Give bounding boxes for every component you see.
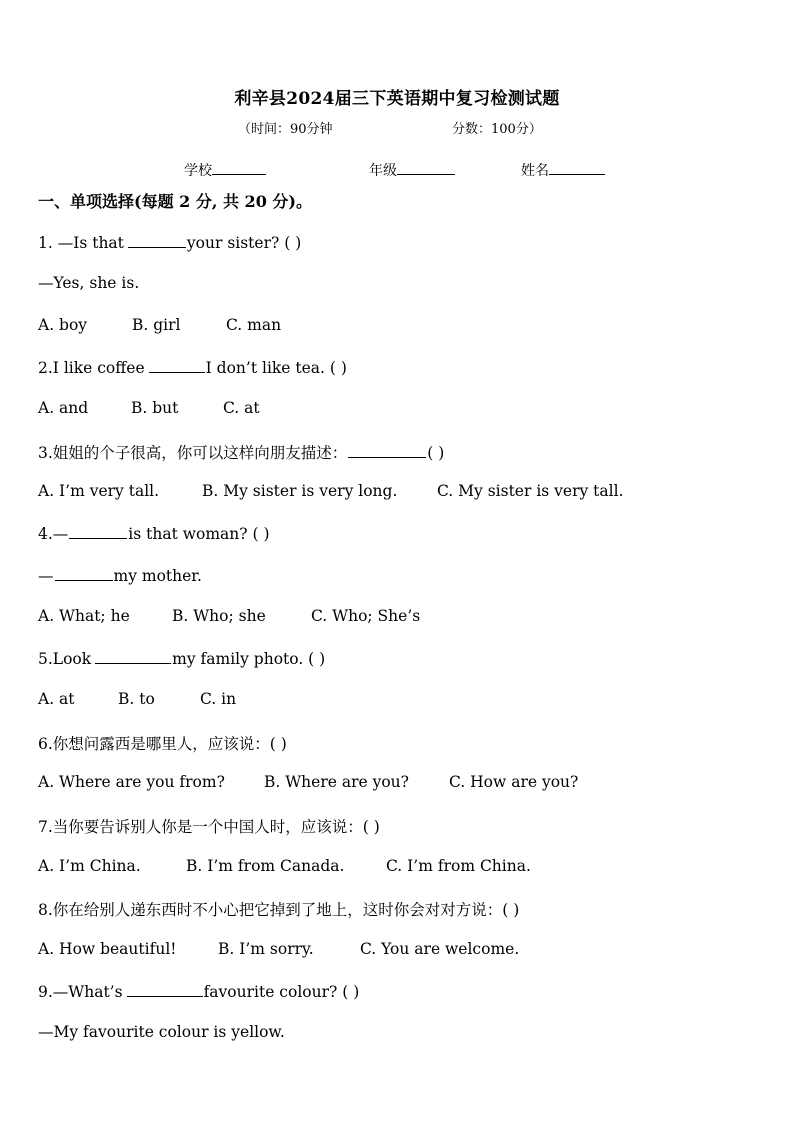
- option-a[interactable]: A. Where are you from?: [38, 773, 225, 791]
- name-blank[interactable]: [549, 159, 605, 175]
- question-1-reply: —Yes, she is.: [38, 274, 140, 292]
- question-5: [38, 649, 325, 668]
- question-4-blank[interactable]: [69, 524, 127, 539]
- question-9-prefix: 9.—What’s: [38, 983, 123, 1001]
- question-1-blank[interactable]: [128, 233, 186, 248]
- question-2: [38, 358, 347, 377]
- question-1-options: [38, 316, 281, 334]
- option-c[interactable]: C. in: [200, 690, 237, 708]
- question-5-options: [38, 690, 236, 708]
- question-1-suffix: your sister? ( ): [186, 234, 302, 252]
- option-b[interactable]: B. girl: [132, 316, 181, 334]
- grade-blank[interactable]: [397, 159, 455, 175]
- option-b[interactable]: B. Where are you?: [264, 773, 409, 791]
- option-b[interactable]: B. Who; she: [172, 607, 266, 625]
- time-label: （时间：90分钟: [238, 122, 333, 137]
- question-9-suffix: favourite colour? ( ): [203, 983, 360, 1001]
- question-3-options: [38, 482, 624, 500]
- question-2-prefix: 2.I like coffee: [38, 359, 145, 377]
- question-9-blank[interactable]: [127, 982, 203, 997]
- question-3-blank[interactable]: [348, 443, 426, 458]
- question-6-options: [38, 773, 578, 791]
- option-b[interactable]: B. I’m from Canada.: [186, 857, 345, 875]
- question-3-suffix: ( ): [427, 444, 445, 462]
- question-1: [38, 233, 301, 252]
- grade-field: [369, 159, 455, 180]
- question-5-suffix: my family photo. ( ): [172, 650, 326, 668]
- name-label: 姓名: [521, 163, 549, 179]
- question-4-reply-suffix: my mother.: [113, 567, 202, 585]
- question-2-options: [38, 399, 260, 417]
- school-blank[interactable]: [212, 159, 266, 175]
- question-4-prefix: 4.—: [38, 525, 69, 543]
- option-a[interactable]: A. and: [38, 399, 89, 417]
- option-b[interactable]: B. to: [118, 690, 155, 708]
- question-5-prefix: 5.Look: [38, 650, 92, 668]
- name-field: [521, 159, 605, 180]
- question-3: [38, 441, 444, 463]
- school-field: [184, 159, 266, 180]
- option-b[interactable]: B. I’m sorry.: [218, 940, 314, 958]
- question-9-reply: —My favourite colour is yellow.: [38, 1023, 285, 1041]
- school-label: 学校: [184, 163, 212, 179]
- question-2-suffix: I don’t like tea. ( ): [205, 359, 347, 377]
- question-7: 7.当你要告诉别人你是一个中国人时，应该说：( ): [38, 818, 380, 836]
- option-b[interactable]: B. My sister is very long.: [202, 482, 398, 500]
- exam-title: 利辛县2024届三下英语期中复习检测试题: [234, 89, 560, 109]
- option-c[interactable]: C. at: [223, 399, 260, 417]
- option-c[interactable]: C. I’m from China.: [386, 857, 531, 875]
- question-4-options: [38, 607, 420, 625]
- question-4-reply-prefix: —: [38, 567, 54, 585]
- question-6: 6.你想问露西是哪里人，应该说：( ): [38, 735, 287, 753]
- option-a[interactable]: A. How beautiful!: [38, 940, 177, 958]
- option-c[interactable]: C. You are welcome.: [360, 940, 520, 958]
- question-5-blank[interactable]: [95, 649, 171, 664]
- question-3-prefix: 3.姐姐的个子很高，你可以这样向朋友描述：: [38, 444, 348, 462]
- score-label: 分数：100分）: [452, 122, 542, 137]
- option-a[interactable]: A. What; he: [38, 607, 130, 625]
- question-8-options: [38, 940, 519, 958]
- question-7-options: [38, 857, 531, 875]
- option-c[interactable]: C. How are you?: [449, 773, 579, 791]
- option-c[interactable]: C. man: [226, 316, 282, 334]
- option-c[interactable]: C. My sister is very tall.: [437, 482, 624, 500]
- question-4: [38, 524, 270, 543]
- question-4-suffix: is that woman? ( ): [128, 525, 270, 543]
- question-4-reply: [38, 566, 202, 585]
- question-9: [38, 982, 359, 1001]
- option-a[interactable]: A. at: [38, 690, 75, 708]
- question-8: 8.你在给别人递东西时不小心把它掉到了地上，这时你会对对方说：( ): [38, 901, 520, 919]
- option-a[interactable]: A. I’m very tall.: [38, 482, 160, 500]
- question-4-reply-blank[interactable]: [55, 566, 113, 581]
- option-a[interactable]: A. boy: [38, 316, 88, 334]
- question-2-blank[interactable]: [149, 358, 205, 373]
- option-c[interactable]: C. Who; She’s: [311, 607, 421, 625]
- grade-label: 年级: [369, 163, 397, 179]
- option-b[interactable]: B. but: [131, 399, 179, 417]
- option-a[interactable]: A. I’m China.: [38, 857, 141, 875]
- section-title: 一、单项选择(每题 2 分, 共 20 分)。: [38, 192, 312, 211]
- question-1-prefix: 1. —Is that: [38, 234, 124, 252]
